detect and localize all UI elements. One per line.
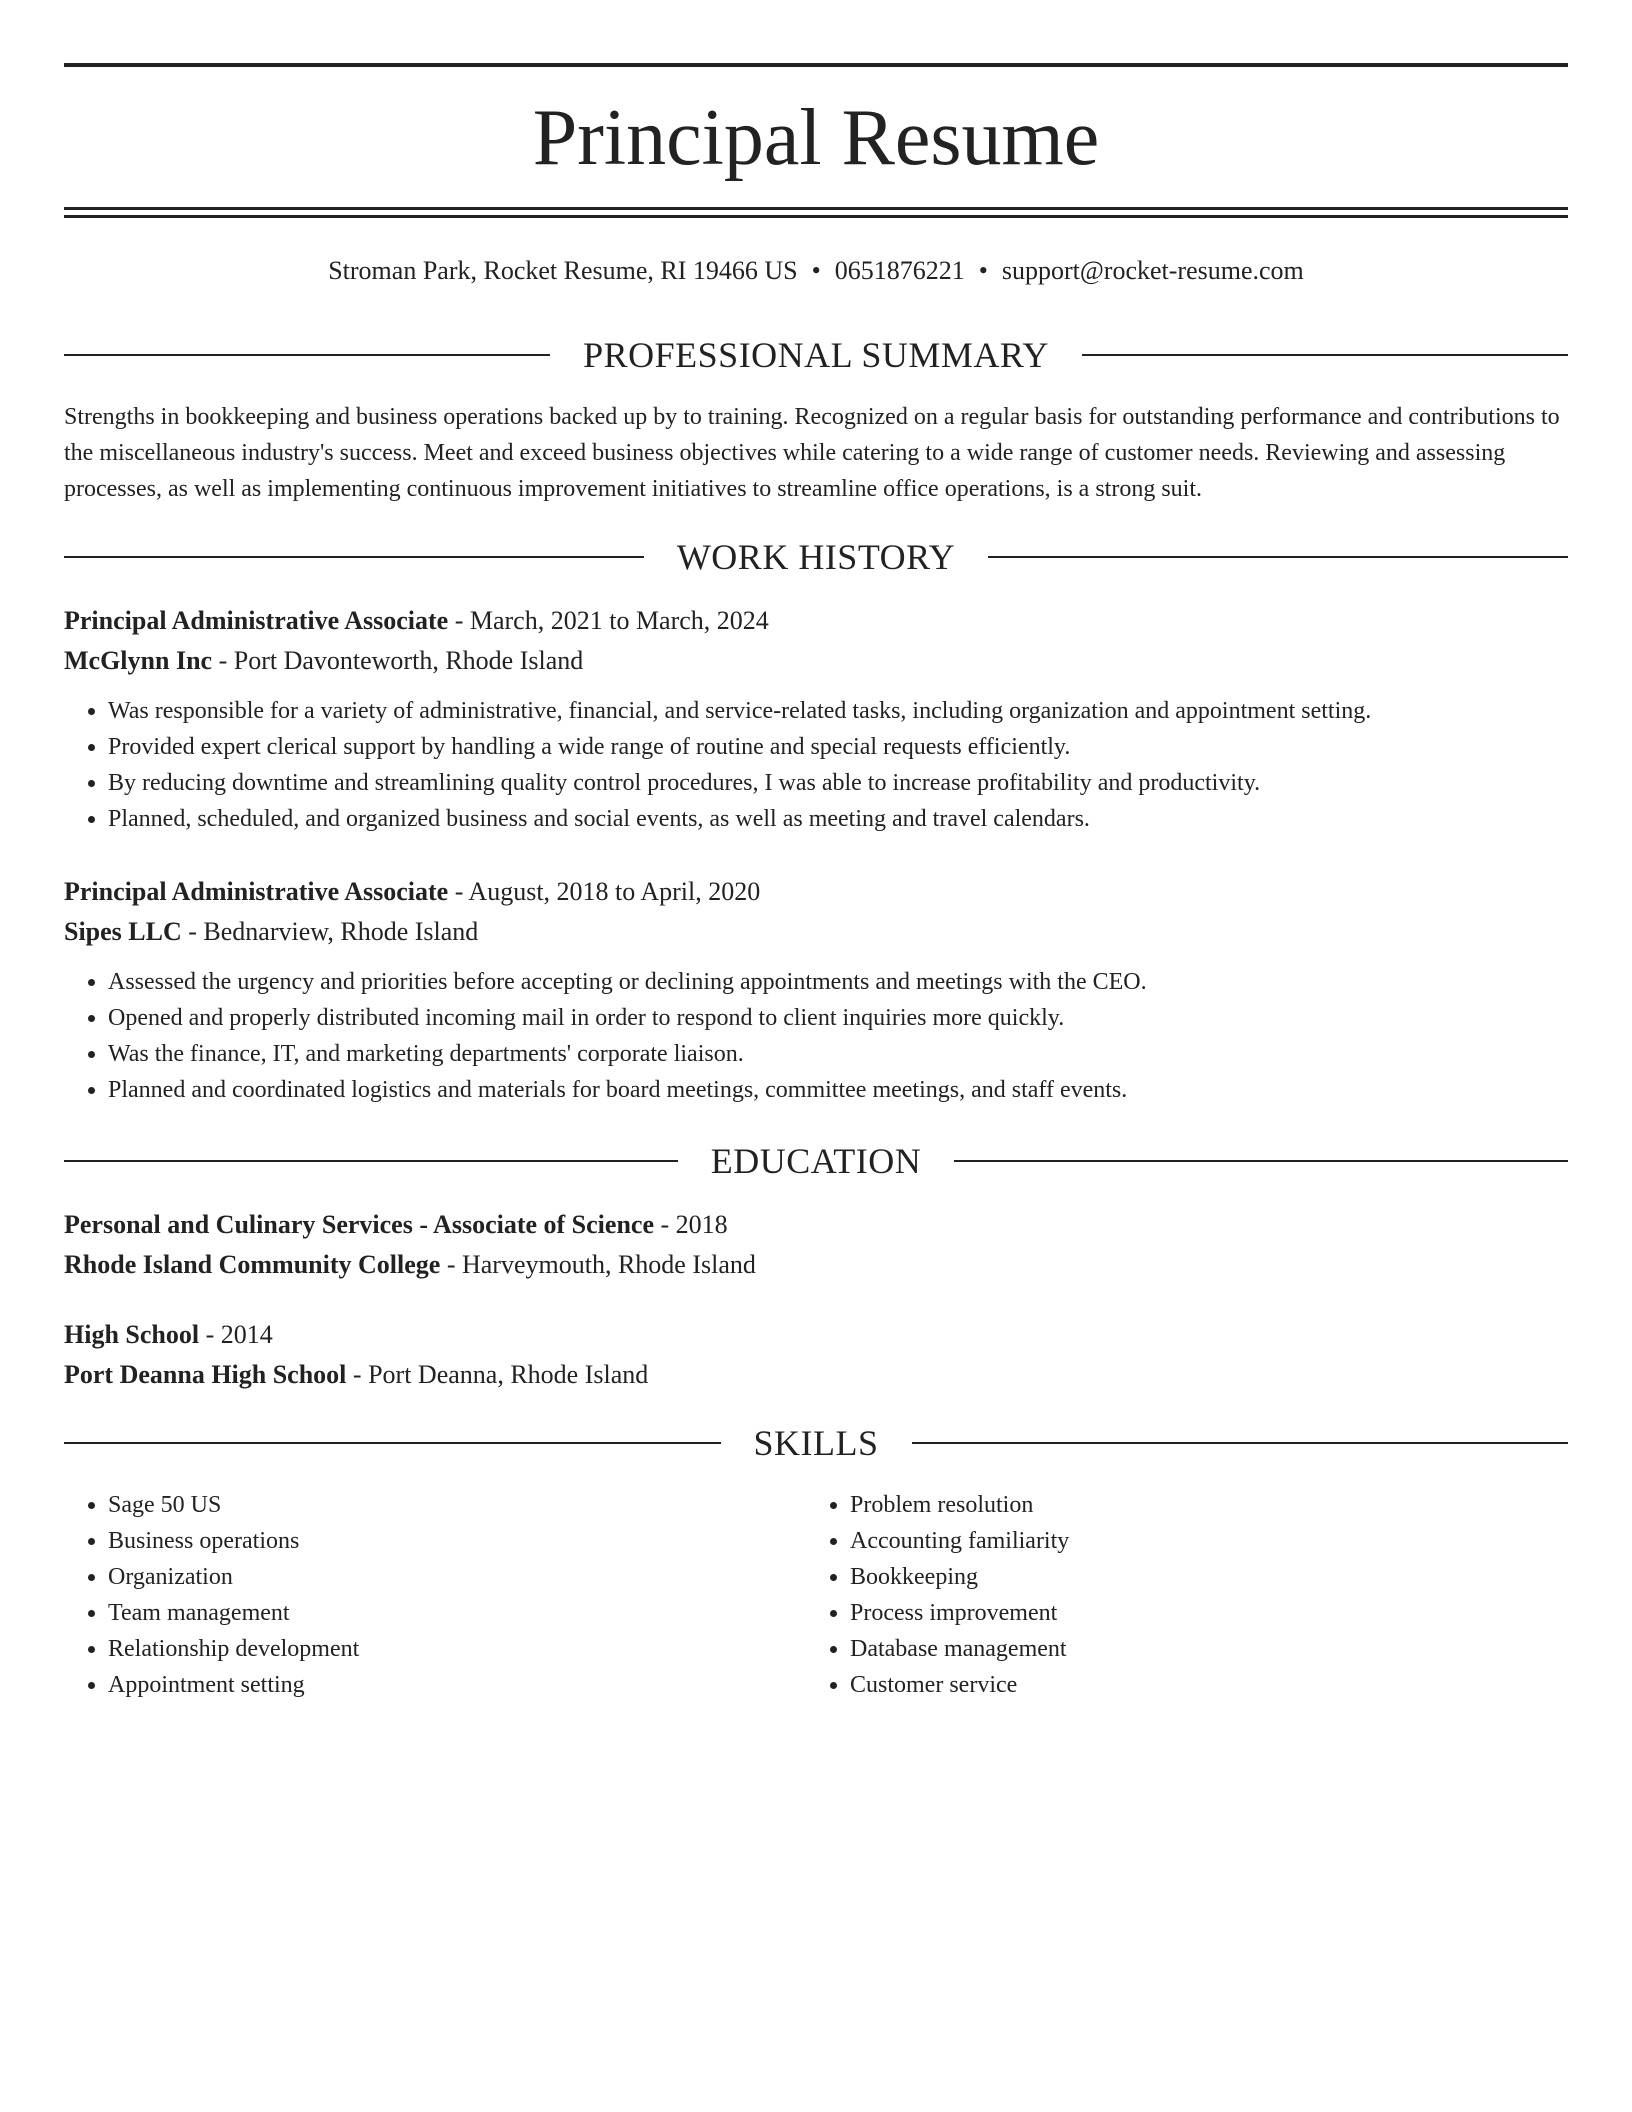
section-heading-summary bbox=[64, 333, 1568, 377]
list-item: • Provided expert clerical support by handling a wide range of routine and special requests efficiently. bbox=[108, 729, 1568, 765]
resume-title: Principal Resume bbox=[532, 94, 1100, 182]
section-title: SKILLS bbox=[753, 1423, 879, 1463]
summary-text: Strengths in bookkeeping and business operations backed up by to training. Recognized on a regular basis for outstanding performance and contributions to the miscellaneous industry's success. Meet and exceed business objectives while catering to a wide range of customer needs. Reviewing and assessing processes, as well as implementing continuous improvement initiatives to streamline office operations, is a strong suit. bbox=[64, 404, 1560, 502]
section-heading-work-history bbox=[64, 535, 1568, 579]
work-entry bbox=[64, 872, 1568, 1108]
degree-line bbox=[64, 1315, 1568, 1355]
list-item: • Planned, scheduled, and organized business and social events, as well as meeting and travel calendars. bbox=[108, 801, 1568, 837]
skill-item: • Appointment setting bbox=[108, 1667, 806, 1703]
skills-list-left bbox=[64, 1487, 806, 1703]
company-line bbox=[64, 641, 1568, 681]
section-title: PROFESSIONAL SUMMARY bbox=[583, 335, 1049, 375]
section-title: WORK HISTORY bbox=[676, 537, 956, 577]
job-dates: - August, 2018 to April, 2020 bbox=[448, 877, 761, 906]
list-item: • Planned and coordinated logistics and materials for board meetings, committee meetings, and staff events. bbox=[108, 1072, 1568, 1108]
top-divider bbox=[64, 63, 1568, 67]
heading-rule bbox=[64, 1442, 721, 1444]
degree-name: Personal and Culinary Services - Associate of Science bbox=[64, 1210, 654, 1239]
job-duties-list bbox=[64, 693, 1568, 837]
contact-separator: • bbox=[978, 256, 988, 285]
degree-name: High School bbox=[64, 1320, 200, 1349]
contact-email: support@rocket-resume.com bbox=[1001, 256, 1304, 285]
skill-item: • Team management bbox=[108, 1595, 806, 1631]
heading-rule bbox=[1082, 354, 1568, 356]
school-line bbox=[64, 1355, 1568, 1395]
list-item: • Was the finance, IT, and marketing departments' corporate liaison. bbox=[108, 1036, 1568, 1072]
skill-item: • Accounting familiarity bbox=[850, 1523, 1548, 1559]
skills-list-right bbox=[806, 1487, 1548, 1703]
school-line bbox=[64, 1245, 1568, 1285]
heading-rule bbox=[954, 1160, 1568, 1162]
job-title: Principal Administrative Associate bbox=[64, 877, 449, 906]
skill-item: • Business operations bbox=[108, 1523, 806, 1559]
skill-item: • Bookkeeping bbox=[850, 1559, 1548, 1595]
contact-line bbox=[64, 251, 1568, 291]
degree-line bbox=[64, 1205, 1568, 1245]
company-location: - Bednarview, Rhode Island bbox=[181, 917, 479, 946]
job-title-line bbox=[64, 872, 1568, 912]
list-item: • Opened and properly distributed incoming mail in order to respond to client inquiries more quickly. bbox=[108, 1000, 1568, 1036]
skill-item: • Process improvement bbox=[850, 1595, 1548, 1631]
education-entry bbox=[64, 1315, 1568, 1395]
heading-rule bbox=[912, 1442, 1569, 1444]
contact-address: Stroman Park, Rocket Resume, RI 19466 US bbox=[328, 256, 798, 285]
job-title: Principal Administrative Associate bbox=[64, 606, 449, 635]
school-location: - Harveymouth, Rhode Island bbox=[440, 1250, 756, 1279]
skill-item: • Organization bbox=[108, 1559, 806, 1595]
degree-year: - 2018 bbox=[654, 1210, 728, 1239]
skill-item: • Database management bbox=[850, 1631, 1548, 1667]
company-line bbox=[64, 912, 1568, 952]
company-name: Sipes LLC bbox=[64, 917, 182, 946]
contact-phone: 0651876221 bbox=[834, 256, 965, 285]
section-heading-skills bbox=[64, 1421, 1568, 1465]
education-entry bbox=[64, 1205, 1568, 1285]
company-location: - Port Davonteworth, Rhode Island bbox=[212, 646, 584, 675]
list-item: • Assessed the urgency and priorities before accepting or declining appointments and meetings with the CEO. bbox=[108, 964, 1568, 1000]
title-double-divider bbox=[64, 207, 1568, 218]
heading-rule bbox=[64, 556, 644, 558]
skills-columns bbox=[64, 1487, 1568, 1703]
skill-item: • Customer service bbox=[850, 1667, 1548, 1703]
heading-rule bbox=[64, 354, 550, 356]
job-dates: - March, 2021 to March, 2024 bbox=[448, 606, 769, 635]
list-item: • By reducing downtime and streamlining quality control procedures, I was able to increase profitability and productivity. bbox=[108, 765, 1568, 801]
skill-item: • Problem resolution bbox=[850, 1487, 1548, 1523]
school-location: - Port Deanna, Rhode Island bbox=[346, 1360, 649, 1389]
job-duties-list bbox=[64, 964, 1568, 1108]
contact-separator: • bbox=[811, 256, 821, 285]
heading-rule bbox=[988, 556, 1568, 558]
job-title-line bbox=[64, 601, 1568, 641]
degree-year: - 2014 bbox=[199, 1320, 273, 1349]
school-name: Port Deanna High School bbox=[64, 1360, 347, 1389]
heading-rule bbox=[64, 1160, 678, 1162]
section-heading-education bbox=[64, 1139, 1568, 1183]
school-name: Rhode Island Community College bbox=[64, 1250, 441, 1279]
work-entry bbox=[64, 601, 1568, 837]
skill-item: • Relationship development bbox=[108, 1631, 806, 1667]
section-title: EDUCATION bbox=[710, 1141, 922, 1181]
skill-item: • Sage 50 US bbox=[108, 1487, 806, 1523]
list-item: • Was responsible for a variety of administrative, financial, and service-related tasks, including organization and appointment setting. bbox=[108, 693, 1568, 729]
company-name: McGlynn Inc bbox=[64, 646, 213, 675]
